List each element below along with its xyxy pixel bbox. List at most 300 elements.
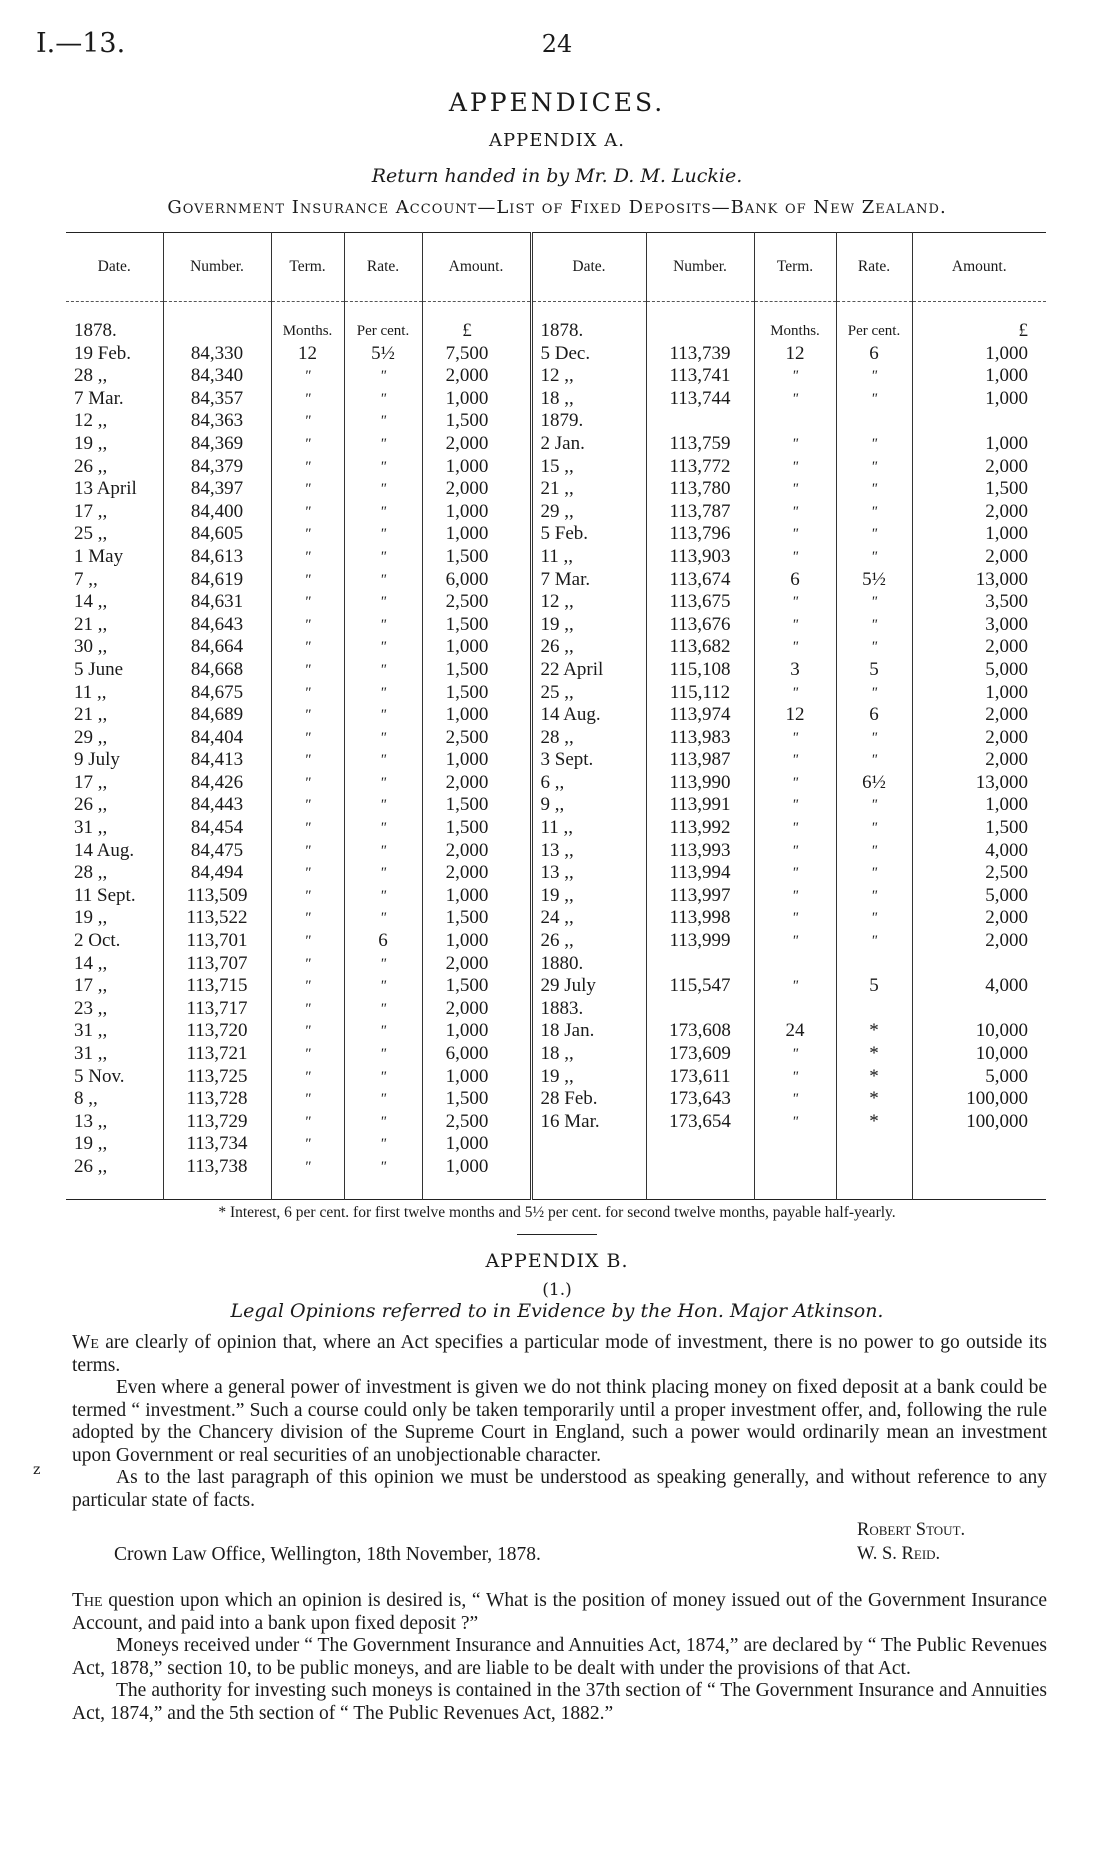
- deposit-date: 19 ,,: [74, 907, 108, 929]
- deposit-date: 26 ,,: [540, 930, 574, 952]
- table-caption: Government Insurance Account—List of Fixed Deposits—Bank of New Zealand.: [167, 197, 947, 218]
- deposit-rate: 6: [869, 704, 879, 726]
- deposit-number: 113,682: [669, 636, 731, 658]
- deposit-date: 1 May: [74, 545, 124, 567]
- deposit-rate: ": [379, 548, 387, 565]
- deposit-rate: 5½: [371, 342, 395, 364]
- question-text-block: [72, 1590, 1047, 1725]
- deposit-term: ": [791, 594, 799, 611]
- deposit-date: 30 ,,: [74, 636, 108, 658]
- deposit-rate: 6: [869, 342, 879, 364]
- deposit-number: [647, 998, 754, 1021]
- deposit-amount: 2,000: [985, 636, 1028, 658]
- deposit-date: 1883.: [540, 997, 584, 1019]
- header-rate-right: Rate.: [836, 233, 912, 302]
- deposit-date: 26 ,,: [540, 636, 574, 658]
- deposit-number: 84,619: [190, 568, 244, 590]
- deposit-amount: 2,000: [445, 365, 489, 387]
- deposit-rate: ": [870, 842, 878, 859]
- deposit-amount: 2,000: [985, 455, 1028, 477]
- deposit-number: 84,369: [190, 432, 244, 454]
- deposit-number: 173,611: [669, 1065, 731, 1087]
- deposit-term: ": [304, 661, 311, 678]
- deposit-amount: 100,000: [966, 1088, 1028, 1110]
- deposit-amount: 1,000: [985, 387, 1028, 409]
- deposit-number: 113,739: [669, 342, 731, 364]
- deposit-rate: ": [379, 1023, 387, 1040]
- deposit-amount: 1,000: [445, 749, 489, 771]
- deposit-amount: 2,000: [445, 952, 489, 974]
- right-rate-column: [836, 302, 912, 1200]
- deposit-number: 84,330: [190, 342, 244, 364]
- opinion-paragraph-3: As to the last paragraph of this opinion we must be understood as speaking generally, and without reference to any particular state of facts.: [72, 1467, 1047, 1511]
- authority-paragraph: The authority for investing such moneys is contained in the 37th section of “ The Government Insurance and Annuities Act, 1874,” and the 5th section of “ The Public Revenues Act, 1882.”: [72, 1680, 1047, 1724]
- term-unit: Months.: [282, 323, 333, 339]
- left-rate-column: [344, 302, 422, 1200]
- deposit-date: 13 ,,: [540, 862, 574, 884]
- deposit-amount: 1,500: [445, 1088, 489, 1110]
- deposit-date: 17 ,,: [74, 500, 108, 522]
- deposit-rate: 5: [869, 975, 879, 997]
- deposit-term: ": [791, 820, 799, 837]
- deposit-date: 13 ,,: [74, 1110, 108, 1132]
- deposit-rate: ": [379, 1068, 387, 1085]
- deposit-number: 84,404: [190, 726, 244, 748]
- signatory-stout: Robert Stout.: [857, 1520, 966, 1540]
- deposit-amount: 4,000: [985, 839, 1028, 861]
- deposit-rate: ": [379, 616, 387, 633]
- deposit-rate: ": [870, 481, 878, 498]
- deposit-date: 1880.: [540, 952, 584, 974]
- parliamentary-paper-reference: I.—13.: [36, 28, 126, 59]
- deposit-rate: ": [379, 729, 387, 746]
- deposit-amount: 2,000: [985, 726, 1028, 748]
- deposit-date: 29 July: [540, 975, 596, 997]
- deposit-term: ": [304, 1046, 311, 1062]
- deposit-date: 31 ,,: [74, 817, 108, 839]
- deposit-date: 18 ,,: [540, 387, 574, 409]
- deposit-amount: 1,500: [985, 478, 1028, 500]
- deposit-term: ": [791, 435, 799, 452]
- deposit-term: [755, 410, 836, 433]
- deposit-number: 113,992: [669, 817, 731, 839]
- deposit-amount: 1,500: [445, 907, 489, 929]
- deposit-date: 26 ,,: [74, 1155, 108, 1177]
- deposit-term: ": [304, 1158, 311, 1175]
- deposit-date: 18 Jan.: [540, 1020, 595, 1042]
- deposit-date: 9 ,,: [540, 794, 565, 816]
- deposit-term: ": [304, 413, 311, 430]
- deposit-rate: ": [870, 616, 878, 633]
- paragraph-lead-word: We: [72, 1332, 99, 1353]
- deposit-number: 113,997: [669, 884, 731, 906]
- deposit-amount: 2,000: [985, 749, 1028, 771]
- deposit-number: 84,413: [190, 749, 244, 771]
- deposit-term: ": [304, 865, 311, 882]
- deposit-number: 113,509: [186, 884, 248, 906]
- deposit-date: 26 ,,: [74, 794, 108, 816]
- deposit-number: 113,744: [669, 387, 731, 409]
- deposit-date: 24 ,,: [540, 907, 574, 929]
- deposit-term: ": [304, 503, 311, 520]
- deposit-term: ": [304, 774, 311, 791]
- left-term-column: [271, 302, 344, 1200]
- deposit-number: 113,991: [669, 794, 731, 816]
- deposit-rate: 5: [869, 658, 879, 680]
- deposit-amount: 1,500: [445, 794, 489, 816]
- deposit-number: 113,707: [186, 952, 248, 974]
- deposit-number: 113,725: [186, 1065, 248, 1087]
- deposit-rate: *: [869, 1088, 879, 1110]
- deposit-number: 113,759: [669, 432, 731, 454]
- deposit-amount: 2,000: [985, 930, 1028, 952]
- header-number-right: Number.: [646, 233, 754, 302]
- deposit-date: 26 ,,: [74, 455, 108, 477]
- deposit-term: ": [791, 481, 799, 498]
- deposit-rate: ": [379, 865, 387, 882]
- deposit-number: 115,112: [669, 681, 731, 703]
- deposit-date: 28 ,,: [74, 862, 108, 884]
- deposit-amount: 1,000: [445, 930, 489, 952]
- deposit-rate: ": [870, 548, 878, 565]
- deposit-amount: 2,000: [445, 432, 489, 454]
- deposit-term: ": [791, 842, 799, 859]
- deposit-term: ": [304, 1068, 311, 1085]
- deposit-number: 84,689: [190, 704, 244, 726]
- deposit-number: 113,780: [669, 478, 731, 500]
- deposit-date: 13 ,,: [540, 839, 574, 861]
- deposit-amount: 1,000: [985, 342, 1028, 364]
- deposit-term: [755, 998, 836, 1021]
- deposit-date: 12 ,,: [74, 410, 108, 432]
- deposit-rate: ": [870, 526, 878, 543]
- deposit-date: 8 ,,: [74, 1088, 98, 1110]
- appendices-heading: APPENDICES.: [448, 88, 666, 117]
- deposit-term: ": [791, 1113, 799, 1130]
- deposit-rate: ": [870, 887, 878, 904]
- deposit-number: 84,613: [190, 545, 244, 567]
- deposit-date: 14 ,,: [74, 952, 108, 974]
- deposit-term: ": [791, 774, 799, 791]
- deposit-rate: ": [379, 1091, 387, 1108]
- opinion-number: (1.): [542, 1280, 572, 1300]
- deposit-number: 84,643: [190, 613, 244, 635]
- deposit-date: 21 ,,: [74, 704, 108, 726]
- deposit-amount: 5,000: [985, 658, 1028, 680]
- deposit-term: ": [791, 503, 799, 520]
- deposit-rate: ": [379, 526, 387, 543]
- left-date-column: [66, 302, 163, 1200]
- deposit-number: 113,715: [186, 975, 248, 997]
- left-number-column: [163, 302, 271, 1200]
- deposit-number: 173,654: [669, 1110, 731, 1132]
- deposit-date: 1878.: [540, 320, 584, 341]
- deposit-date: 29 ,,: [74, 726, 108, 748]
- paragraph-lead-word: The: [72, 1590, 103, 1611]
- deposit-date: 22 April: [540, 658, 604, 680]
- deposit-amount: 1,000: [985, 681, 1028, 703]
- deposit-number: 113,717: [186, 997, 248, 1019]
- fixed-deposits-table: [66, 232, 1046, 1200]
- signatory-reid: W. S. Reid.: [857, 1544, 941, 1564]
- deposit-rate: ": [379, 435, 387, 452]
- opinion-paragraph-1: We are clearly of opinion that, where an Act specifies a particular mode of investment, there is no power to go outside its terms.: [72, 1332, 1047, 1376]
- deposit-term: ": [791, 639, 799, 656]
- deposit-number: [647, 320, 754, 343]
- deposit-rate: ": [379, 910, 387, 927]
- deposit-date: 28 ,,: [74, 365, 108, 387]
- deposit-term: ": [791, 1046, 799, 1062]
- deposit-term: ": [304, 729, 311, 746]
- deposit-rate: *: [869, 1020, 879, 1042]
- header-number-left: Number.: [163, 233, 271, 302]
- deposit-amount: 2,500: [985, 862, 1028, 884]
- deposit-date: 2 Oct.: [74, 930, 121, 952]
- deposit-date: 2 Jan.: [540, 432, 585, 454]
- deposit-term: 12: [785, 704, 805, 726]
- deposit-term: ": [304, 526, 311, 543]
- deposit-rate: ": [379, 774, 387, 791]
- deposit-term: ": [791, 1068, 799, 1085]
- deposit-rate: ": [379, 1000, 387, 1017]
- deposit-term: ": [791, 526, 799, 543]
- deposit-term: Months.: [770, 323, 820, 339]
- rate-unit: Per cent.: [356, 323, 410, 339]
- deposit-term: ": [304, 616, 311, 633]
- deposit-number: 113,990: [669, 771, 731, 793]
- deposit-date: 11 ,,: [540, 817, 574, 839]
- deposit-number: 113,701: [186, 930, 248, 952]
- deposit-date: 21 ,,: [540, 478, 574, 500]
- table-footnote: * Interest, 6 per cent. for first twelve months and 5½ per cent. for second twelve months, payable half-yearly.: [218, 1204, 896, 1221]
- deposit-amount: £: [1018, 320, 1028, 341]
- deposit-amount: 1,500: [445, 410, 489, 432]
- deposit-date: 14 ,,: [74, 591, 108, 613]
- deposit-amount: 2,000: [985, 704, 1028, 726]
- deposit-amount: 2,000: [445, 839, 489, 861]
- deposit-number: 113,796: [669, 523, 731, 545]
- right-amount-column: [912, 302, 1046, 1200]
- deposit-amount: 2,500: [445, 1110, 489, 1132]
- deposit-date: 19 Feb.: [74, 342, 131, 364]
- deposit-amount: 1,000: [445, 884, 489, 906]
- deposit-term: ": [304, 390, 311, 407]
- return-attribution: Return handed in by Mr. D. M. Luckie.: [371, 165, 743, 187]
- deposit-amount: 1,500: [445, 975, 489, 997]
- appendix-b-heading: APPENDIX B.: [485, 1250, 629, 1272]
- deposit-number: 113,721: [186, 1043, 248, 1064]
- deposit-term: ": [791, 752, 799, 769]
- deposit-date: 28 Feb.: [540, 1088, 598, 1110]
- deposit-date: 14 Aug.: [74, 839, 135, 861]
- deposit-rate: ": [870, 910, 878, 927]
- deposit-amount: 1,000: [445, 704, 489, 726]
- deposit-number: 84,631: [190, 591, 244, 613]
- deposit-term: ": [304, 571, 311, 588]
- deposit-amount: 2,500: [445, 726, 489, 748]
- deposit-number: 113,999: [669, 930, 731, 952]
- right-number-column: [646, 302, 754, 1200]
- deposit-number: [647, 953, 754, 976]
- deposit-rate: ": [870, 503, 878, 520]
- deposit-rate: 6½: [862, 771, 886, 793]
- table-body-row: [66, 302, 1046, 1200]
- deposit-term: ": [791, 865, 799, 882]
- deposit-date: 13 April: [74, 478, 137, 500]
- deposit-rate: ": [379, 390, 387, 407]
- opinion-paragraph-2: Even where a general power of investment is given we do not think placing money on fixed deposit at a bank could be termed “ investment.” Such a course could only be taken temporarily until a proper investment offer, and, following the rule adopted by the Chancery division of the Supreme Court in England, such a power would ordinarily mean an investment upon Government or real securities of an unobjectionable character.: [72, 1377, 1047, 1466]
- deposit-rate: ": [870, 368, 878, 385]
- deposit-rate: ": [870, 820, 878, 837]
- deposit-amount: 2,000: [985, 500, 1028, 522]
- deposit-rate: ": [379, 842, 387, 859]
- deposit-amount: 3,500: [985, 591, 1028, 613]
- appendix-b-subtitle: Legal Opinions referred to in Evidence by the Hon. Major Atkinson.: [230, 1300, 884, 1322]
- deposit-term: ": [304, 639, 311, 656]
- deposit-rate: 5½: [862, 568, 886, 590]
- deposit-rate: 6: [378, 930, 388, 952]
- opinion-dateline: Crown Law Office, Wellington, 18th November, 1878.: [114, 1544, 541, 1565]
- deposit-number: 84,443: [190, 794, 244, 816]
- deposit-date: 5 June: [74, 658, 124, 680]
- deposit-number: 113,676: [669, 613, 731, 635]
- deposit-number: 173,609: [669, 1043, 731, 1064]
- deposit-amount: 1,000: [985, 523, 1028, 545]
- right-date-column: [531, 302, 646, 1200]
- deposit-amount: 1,000: [445, 636, 489, 658]
- deposit-amount: 2,000: [445, 862, 489, 884]
- deposit-date: 18 ,,: [540, 1043, 574, 1064]
- deposit-rate: ": [379, 820, 387, 837]
- deposit-number: 84,675: [190, 681, 244, 703]
- deposit-date: 14 Aug.: [540, 704, 601, 726]
- deposit-amount: 1,000: [445, 1065, 489, 1087]
- deposit-number: 84,340: [190, 365, 244, 387]
- deposit-number: 84,454: [190, 817, 244, 839]
- deposit-rate: ": [379, 413, 387, 430]
- deposit-date: 7 Mar.: [540, 568, 591, 590]
- deposit-amount: 1,000: [445, 1020, 489, 1042]
- deposit-number: 84,379: [190, 455, 244, 477]
- deposit-number: 115,547: [669, 975, 731, 997]
- deposit-term: ": [304, 368, 311, 385]
- right-term-column: [754, 302, 836, 1200]
- deposit-rate: ": [870, 639, 878, 656]
- deposit-rate: ": [379, 978, 387, 995]
- deposit-number: 84,363: [190, 410, 244, 432]
- deposit-number: 84,605: [190, 523, 244, 545]
- deposit-term: ": [304, 910, 311, 927]
- opinion-text-block: [72, 1332, 1047, 1512]
- deposit-date: 25 ,,: [74, 523, 108, 545]
- deposit-date: 3 Sept.: [540, 749, 594, 771]
- deposit-rate: ": [379, 684, 387, 701]
- deposit-term: ": [304, 955, 311, 972]
- left-amount-column: [422, 302, 531, 1200]
- deposit-term: ": [304, 820, 311, 837]
- deposit-number: 113,772: [669, 455, 731, 477]
- deposit-amount: 1,500: [445, 658, 489, 680]
- deposit-amount: [913, 410, 1029, 433]
- deposit-rate: *: [869, 1065, 879, 1087]
- deposit-number: 113,734: [186, 1133, 248, 1155]
- deposit-number: 113,994: [669, 862, 731, 884]
- page-number: 24: [541, 30, 573, 58]
- deposit-term: ": [791, 729, 799, 746]
- deposit-amount: 1,500: [445, 817, 489, 839]
- deposit-amount: 1,500: [445, 681, 489, 703]
- deposit-rate: ": [379, 1113, 387, 1130]
- deposit-date: 31 ,,: [74, 1020, 108, 1042]
- table-header-row: [66, 233, 1046, 302]
- deposit-term: ": [304, 978, 311, 995]
- deposit-date: 5 Nov.: [74, 1065, 125, 1087]
- deposit-date: 21 ,,: [74, 613, 108, 635]
- deposit-number: [647, 410, 754, 433]
- deposit-amount: 13,000: [975, 771, 1028, 793]
- deposit-number: 113,993: [669, 839, 731, 861]
- deposit-number: 84,397: [190, 478, 244, 500]
- deposit-amount: 4,000: [985, 975, 1028, 997]
- deposit-number: 113,522: [186, 907, 248, 929]
- deposit-number: 173,643: [669, 1088, 731, 1110]
- deposit-date: 7 ,,: [74, 568, 98, 590]
- deposit-amount: 2,000: [445, 771, 489, 793]
- deposit-number: 113,903: [669, 545, 731, 567]
- deposit-number: 113,983: [669, 726, 731, 748]
- deposit-amount: 13,000: [975, 568, 1028, 590]
- deposit-number: 173,608: [669, 1020, 731, 1042]
- section-divider: [517, 1234, 597, 1235]
- deposit-amount: 1,000: [445, 1155, 489, 1177]
- deposit-term: ": [304, 842, 311, 859]
- deposit-rate: ": [379, 1158, 387, 1175]
- deposit-number: 84,475: [190, 839, 244, 861]
- deposit-amount: 1,000: [985, 432, 1028, 454]
- deposit-date: 5 Feb.: [540, 523, 588, 545]
- deposit-rate: ": [870, 594, 878, 611]
- deposit-term: ": [304, 933, 311, 950]
- deposit-number: 113,674: [669, 568, 731, 590]
- deposit-amount: 3,000: [985, 613, 1028, 635]
- header-term-right: Term.: [754, 233, 836, 302]
- deposit-number: 84,357: [190, 387, 244, 409]
- deposit-date: 23 ,,: [74, 997, 108, 1019]
- deposit-amount: 2,500: [445, 591, 489, 613]
- header-rate-left: Rate.: [344, 233, 422, 302]
- deposit-amount: 2,000: [985, 907, 1028, 929]
- deposit-term: ": [791, 887, 799, 904]
- deposit-date: 11 ,,: [540, 545, 574, 567]
- deposit-term: ": [791, 910, 799, 927]
- deposit-rate: [837, 998, 912, 1021]
- deposit-term: ": [304, 707, 311, 724]
- deposit-number: 113,729: [186, 1110, 248, 1132]
- deposit-term: ": [791, 797, 799, 814]
- deposit-number: 113,998: [669, 907, 731, 929]
- deposit-date: 19 ,,: [540, 1065, 574, 1087]
- deposit-amount: 100,000: [966, 1110, 1028, 1132]
- deposit-term: ": [791, 933, 799, 950]
- deposit-term: ": [304, 1023, 311, 1040]
- deposit-number: 84,668: [190, 658, 244, 680]
- deposit-term: ": [791, 1091, 799, 1108]
- deposit-date: 5 Dec.: [540, 342, 591, 364]
- deposit-term: ": [304, 435, 311, 452]
- deposit-amount: 1,000: [445, 523, 489, 545]
- deposit-term: 12: [298, 342, 317, 364]
- deposit-term: 3: [790, 658, 800, 680]
